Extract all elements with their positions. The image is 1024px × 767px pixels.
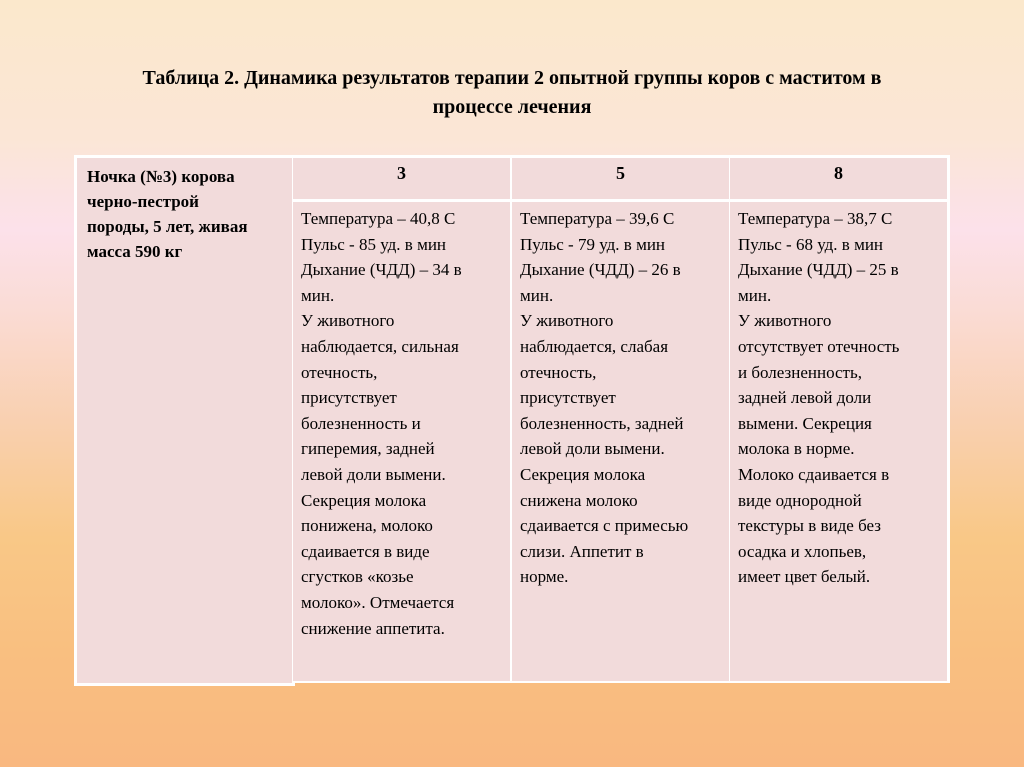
observation-line: Температура – 40,8 С: [301, 209, 456, 228]
observation-line: У животного: [301, 311, 395, 331]
observation-line: Пульс - 79 уд. в мин: [520, 234, 666, 254]
observation-line: молока в норме.: [738, 439, 855, 459]
observation-line: отсутствует отечность: [738, 336, 900, 356]
observation-line: вымени. Секреция: [738, 413, 872, 433]
observation-line: гиперемия, задней: [301, 439, 435, 459]
observation-line: наблюдается, слабая: [520, 336, 669, 356]
day-header-3: 3: [293, 155, 512, 199]
day-8-observations: [730, 199, 950, 683]
observation-line: сгустков «козье: [301, 567, 414, 587]
day-header-5: 5: [512, 155, 731, 199]
observation-line: норме.: [520, 567, 569, 587]
observation-line: присутствует: [301, 388, 397, 408]
observation-line: левой доли вымени.: [301, 464, 446, 484]
observation-line: имеет цвет белый.: [738, 567, 871, 587]
observation-line: У животного: [520, 311, 614, 331]
observation-line: Дыхание (ЧДД) – 34 в: [301, 260, 462, 280]
observation-line: осадка и хлопьев,: [738, 541, 867, 561]
observation-line: Температура – 39,6 С: [520, 209, 675, 228]
observation-line: присутствует: [520, 388, 616, 408]
observation-line: снижение аппетита.: [301, 618, 445, 638]
observation-line: понижена, молоко: [301, 516, 433, 536]
observation-line: сдаивается с примесью: [520, 516, 689, 536]
slide-title: [60, 64, 964, 122]
observation-line: мин.: [520, 285, 554, 305]
observation-line: текстуры в виде без: [738, 516, 881, 536]
observation-line: мин.: [738, 285, 772, 305]
observation-line: Пульс - 68 уд. в мин: [738, 234, 884, 254]
day-5-observations: [512, 199, 731, 683]
observation-line: и болезненность,: [738, 362, 862, 382]
animal-line: Ночка (№3) корова: [87, 167, 235, 186]
observation-line: отечность,: [520, 362, 597, 382]
observation-line: наблюдается, сильная: [301, 336, 459, 356]
slide-title-line-1: Таблица 2. Динамика результатов терапии 2 опытной группы коров с маститом в: [142, 67, 882, 89]
animal-line: масса 590 кг: [87, 242, 183, 261]
observation-line: виде однородной: [738, 490, 862, 510]
animal-line: черно-пестрой: [87, 192, 199, 211]
observation-line: болезненность, задней: [520, 413, 684, 433]
observation-line: болезненность и: [301, 413, 421, 433]
observation-line: Дыхание (ЧДД) – 25 в: [738, 260, 899, 280]
observation-line: Температура – 38,7 С: [738, 209, 893, 228]
observation-line: Пульс - 85 уд. в мин: [301, 234, 447, 254]
observation-line: мин.: [301, 285, 335, 305]
observation-line: Секреция молока: [301, 490, 427, 510]
observation-line: снижена молоко: [520, 490, 638, 510]
day-header-8: 8: [730, 155, 950, 199]
observation-line: слизи. Аппетит в: [520, 541, 644, 561]
observation-line: Секреция молока: [520, 464, 646, 484]
slide-title-line-2: процессе лечения: [432, 96, 592, 118]
observation-line: Дыхание (ЧДД) – 26 в: [520, 260, 681, 280]
observation-line: сдаивается в виде: [301, 541, 430, 561]
observation-line: У животного: [738, 311, 832, 331]
day-3-observations: [293, 199, 512, 683]
animal-description-cell: [74, 155, 295, 686]
observation-line: молоко». Отмечается: [301, 592, 455, 612]
animal-line: породы, 5 лет, живая: [87, 217, 248, 236]
observation-line: левой доли вымени.: [520, 439, 665, 459]
observation-line: отечность,: [301, 362, 378, 382]
observation-line: задней левой доли: [738, 388, 872, 408]
observation-line: Молоко сдаивается в: [738, 464, 890, 484]
